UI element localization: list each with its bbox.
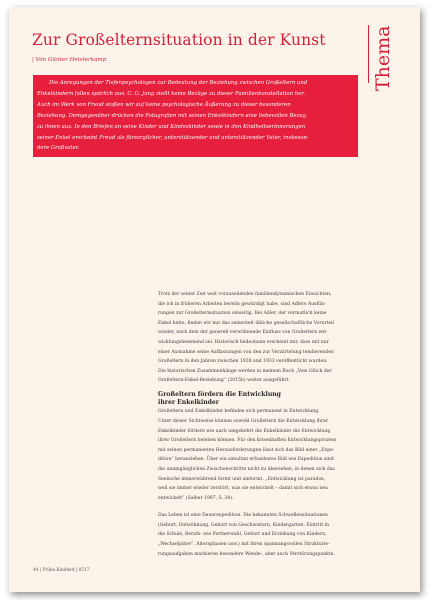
body-line: rungsaufgaben markieren besondere Wende-, aber auch Verstörungspunkte. [158, 551, 335, 557]
body-line: Enkelkinder fördern wie auch umgekehrt die Enkelkinder die Entwicklung [158, 428, 331, 434]
body-line: „Wechseljahre“, Altersphasen usw.) mit ihren spannungsvollen Strukturie- [158, 542, 330, 548]
article-byline: | Von Günter Heisterkamp [32, 57, 107, 63]
body-line: entwickelt“ (Salber 1987, S. 34). [158, 495, 234, 501]
body-line: einer Ausnahme seine Auffassungen von den zur Verzärtelung tendierenden [158, 349, 334, 355]
section-label-rule [368, 25, 369, 83]
body-line: Das Leben ist eine Dauerexpedition. Die bekannten Schwellensituationen [158, 513, 328, 519]
intro-line: Enkelkindern fallen spärlich aus. C. G. Jung stellt keine Bezüge zu dieser Familienkonstellation her. [37, 90, 305, 97]
body-line: Seelische immerwährend formt und umformt. „Entwicklung ist paradox, [158, 476, 326, 482]
body-line: Trotz der seiner Zeit weit vorauseilenden familiendynamischen Einsichten, [158, 292, 332, 297]
section-heading-line: ihrer Enkelkinder [158, 399, 219, 407]
body-line: die Schule, Berufs- wie Partnerwahl, Geburt und Erziehung von Kindern, [158, 532, 327, 538]
body-line: (Geburt, Entwöhnung, Geburt von Geschwistern, Kindergarten, Eintritt in [158, 522, 329, 528]
article-body [158, 290, 410, 559]
body-line: Großeltern-Enkel-Beziehung“ (2015b) weiter ausgeführt. [158, 378, 290, 384]
section-heading [158, 391, 410, 407]
body-paragraph [158, 290, 410, 386]
body-line: rungen zur Großelternsituation einseitig. Bei Adler, der vermutlich keine [158, 311, 327, 317]
body-line: mit seinen permanenten Herausforderungen lässt sich das Bild einer „Expe- [158, 447, 335, 453]
body-line: Unter dieser Sichtweise können sowohl Großeltern die Entwicklung ihrer [158, 418, 329, 424]
body-line: Großeltern und Enkelkinder befinden sich permanent in Entwicklung. [158, 409, 320, 415]
magazine-page [9, 7, 420, 592]
page-footer: 44 | Frühe Kindheit | 0517 [33, 567, 90, 572]
body-line: weil sie immer wieder zerstört, was sie entwickelt – damit sich etwas neu [158, 486, 328, 492]
intro-highlight-block [33, 75, 358, 157]
intro-line: Die Anregungen der Tiefenpsychologen zur Bedeutung der Beziehung zwischen Großeltern und [49, 80, 308, 86]
paragraph-spacer [158, 503, 410, 511]
article-title: Zur Großelternsituation in der Kunst [32, 31, 326, 49]
section-heading-line: Großeltern fördern die Entwicklung [158, 390, 281, 398]
intro-line: dere Großvater. [37, 145, 80, 152]
body-line: wicklungshemmend sei. Historisch bedeutsam erscheint mir, dass mit nur [158, 339, 329, 345]
body-line: Großeltern in den Jahren zwischen 1928 und 1933 veröffentlicht wurden. [158, 359, 328, 365]
intro-line: Beziehung. Demgegenüber drücken die Fotografien mit seinen Enkelkindern eine liebevollen Bezug [37, 112, 307, 119]
body-line: Enkel hatte, finden wir nur das seinerzeit übliche gesellschaftliche Vorurteil [158, 320, 335, 326]
body-line: die unumgänglichen Zwischenschritte nicht zu übersehen, in denen sich das [158, 466, 335, 472]
body-line: wieder, nach dem der generell verwöhnende Einfluss von Großeltern ent- [158, 330, 328, 336]
body-paragraph [158, 511, 410, 559]
intro-line: Auch im Werk von Freud stoßen wir auf keine psychologische Äußerung zu dieser besonderen [37, 101, 291, 108]
intro-line: zu ihnen aus. In den Briefen an seine Kinder und Kindeskinder sowie in den Kindheitserinnerungen [37, 123, 306, 130]
section-label: Thema [372, 25, 394, 91]
body-paragraph [158, 407, 410, 503]
body-line: die ich in früheren Arbeiten bereits gewürdigt habe, sind Adlers Ausfüh- [158, 301, 326, 307]
body-line: Die historischen Zusammenhänge werden in meinem Buch „Vom Glück der [158, 368, 332, 374]
body-line: dition“ heranziehen. Über ein simultan erfassbares Bild wie Expedition sind [158, 457, 334, 463]
intro-line: seiner Enkel erscheint Freud als fürsorglicher, unterstützender und unterstützender Vater, insbeson- [37, 134, 309, 141]
body-line: ihrer Großeltern beleben können. Für den krisenhaften Entwicklungsprozess [158, 438, 337, 444]
